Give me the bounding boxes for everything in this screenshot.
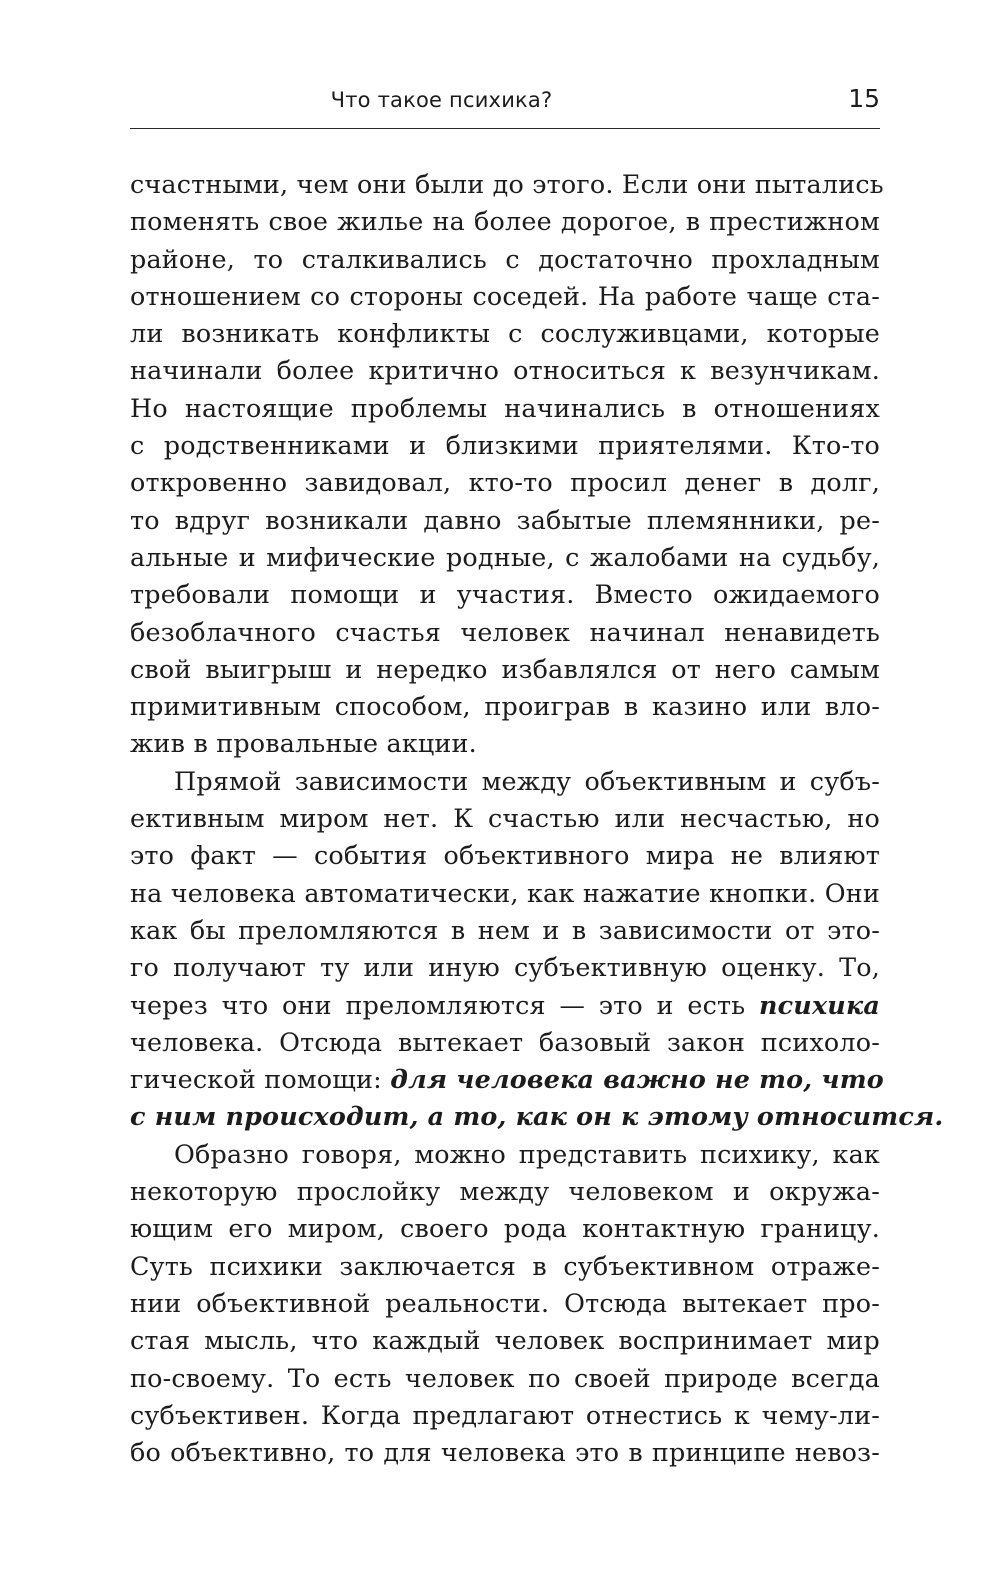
text-line — [130, 1061, 884, 1098]
page-number: 15 — [848, 84, 880, 113]
chapter-title: Что такое психика? — [330, 88, 553, 112]
text-line: районе, то сталкивались с достаточно прохладным — [130, 243, 880, 274]
text-line: бо объективно, то для человека это в принципе невоз- — [130, 1437, 880, 1468]
text-line: Суть психики заключается в субъективном отраже- — [130, 1250, 880, 1281]
text-line: откровенно завидовал, кто-то просил денег в долг, — [130, 467, 880, 498]
text-line: го получают ту или иную субъективную оценку. То, — [130, 952, 880, 983]
text-line: требовали помощи и участия. Вместо ожидаемого — [130, 579, 880, 610]
text-line: альные и мифические родные, с жалобами на судьбу, — [130, 541, 880, 572]
text-line: начинали более критично относиться к везунчикам. — [130, 355, 880, 386]
text-line: по-своему. То есть человек по своей природе всегда — [130, 1362, 880, 1393]
text-line: стая мысль, что каждый человек воспринимает мир — [130, 1325, 880, 1356]
text-line: субъективен. Когда предлагают отнестись к чему-ли- — [130, 1399, 880, 1430]
running-head — [130, 84, 880, 129]
text-line: на человека автоматически, как нажатие кнопки. Они — [130, 877, 880, 908]
emphasized-statement: для человека важно не то, что — [390, 1064, 884, 1095]
text-line: человека. Отсюда вытекает базовый закон психоло- — [130, 1026, 880, 1057]
text-line: то вдруг возникали давно забытые племянники, ре- — [130, 504, 880, 535]
text-line: жив в провальные акции. — [130, 728, 477, 759]
text-line: Образно говоря, можно представить психику, как — [174, 1138, 880, 1169]
text-line: как бы преломляются в нем и в зависимости от это- — [130, 914, 880, 945]
text-line — [130, 1098, 944, 1135]
text-line: нии объективной реальности. Отсюда вытекает про- — [130, 1287, 880, 1318]
text-line: ективным миром нет. К счастью или несчастью, но — [130, 803, 880, 834]
text-line: безоблачного счастья человек начинал ненавидеть — [130, 616, 880, 647]
body-text — [130, 166, 944, 1471]
text-line: с родственниками и близкими приятелями. Кто-то — [130, 430, 880, 461]
text-line: счастными, чем они были до этого. Если они пытались — [130, 169, 884, 199]
text-line — [130, 987, 880, 1024]
text-line: отношением со стороны соседей. На работе чаще ста- — [130, 280, 880, 311]
text-line: свой выигрыш и нередко избавлялся от него самым — [130, 653, 880, 684]
text-line: это факт — события объективного мира не влияют — [130, 840, 880, 871]
text-line: Но настоящие проблемы начинались в отношениях — [130, 392, 880, 423]
text-span: через что они преломляются — это и есть — [130, 989, 746, 1020]
text-line: Прямой зависимости между объективным и субъ- — [174, 765, 880, 796]
paragraph-1 — [130, 166, 884, 763]
paragraph-2 — [130, 763, 944, 1136]
text-line: ющим его миром, своего рода контактную границу. — [130, 1213, 880, 1244]
paragraph-3 — [130, 1136, 880, 1472]
text-span: гической помощи: — [130, 1064, 382, 1095]
text-line: поменять свое жилье на более дорогое, в престижном — [130, 206, 880, 237]
emphasized-term: психика — [758, 989, 880, 1020]
text-line: ли возникать конфликты с сослуживцами, которые — [130, 318, 880, 349]
emphasized-statement: с ним происходит, а то, как он к этому относится. — [130, 1101, 944, 1132]
text-line: примитивным способом, проиграв в казино или вло- — [130, 691, 880, 722]
text-line: некоторую прослойку между человеком и окружа- — [130, 1176, 880, 1207]
